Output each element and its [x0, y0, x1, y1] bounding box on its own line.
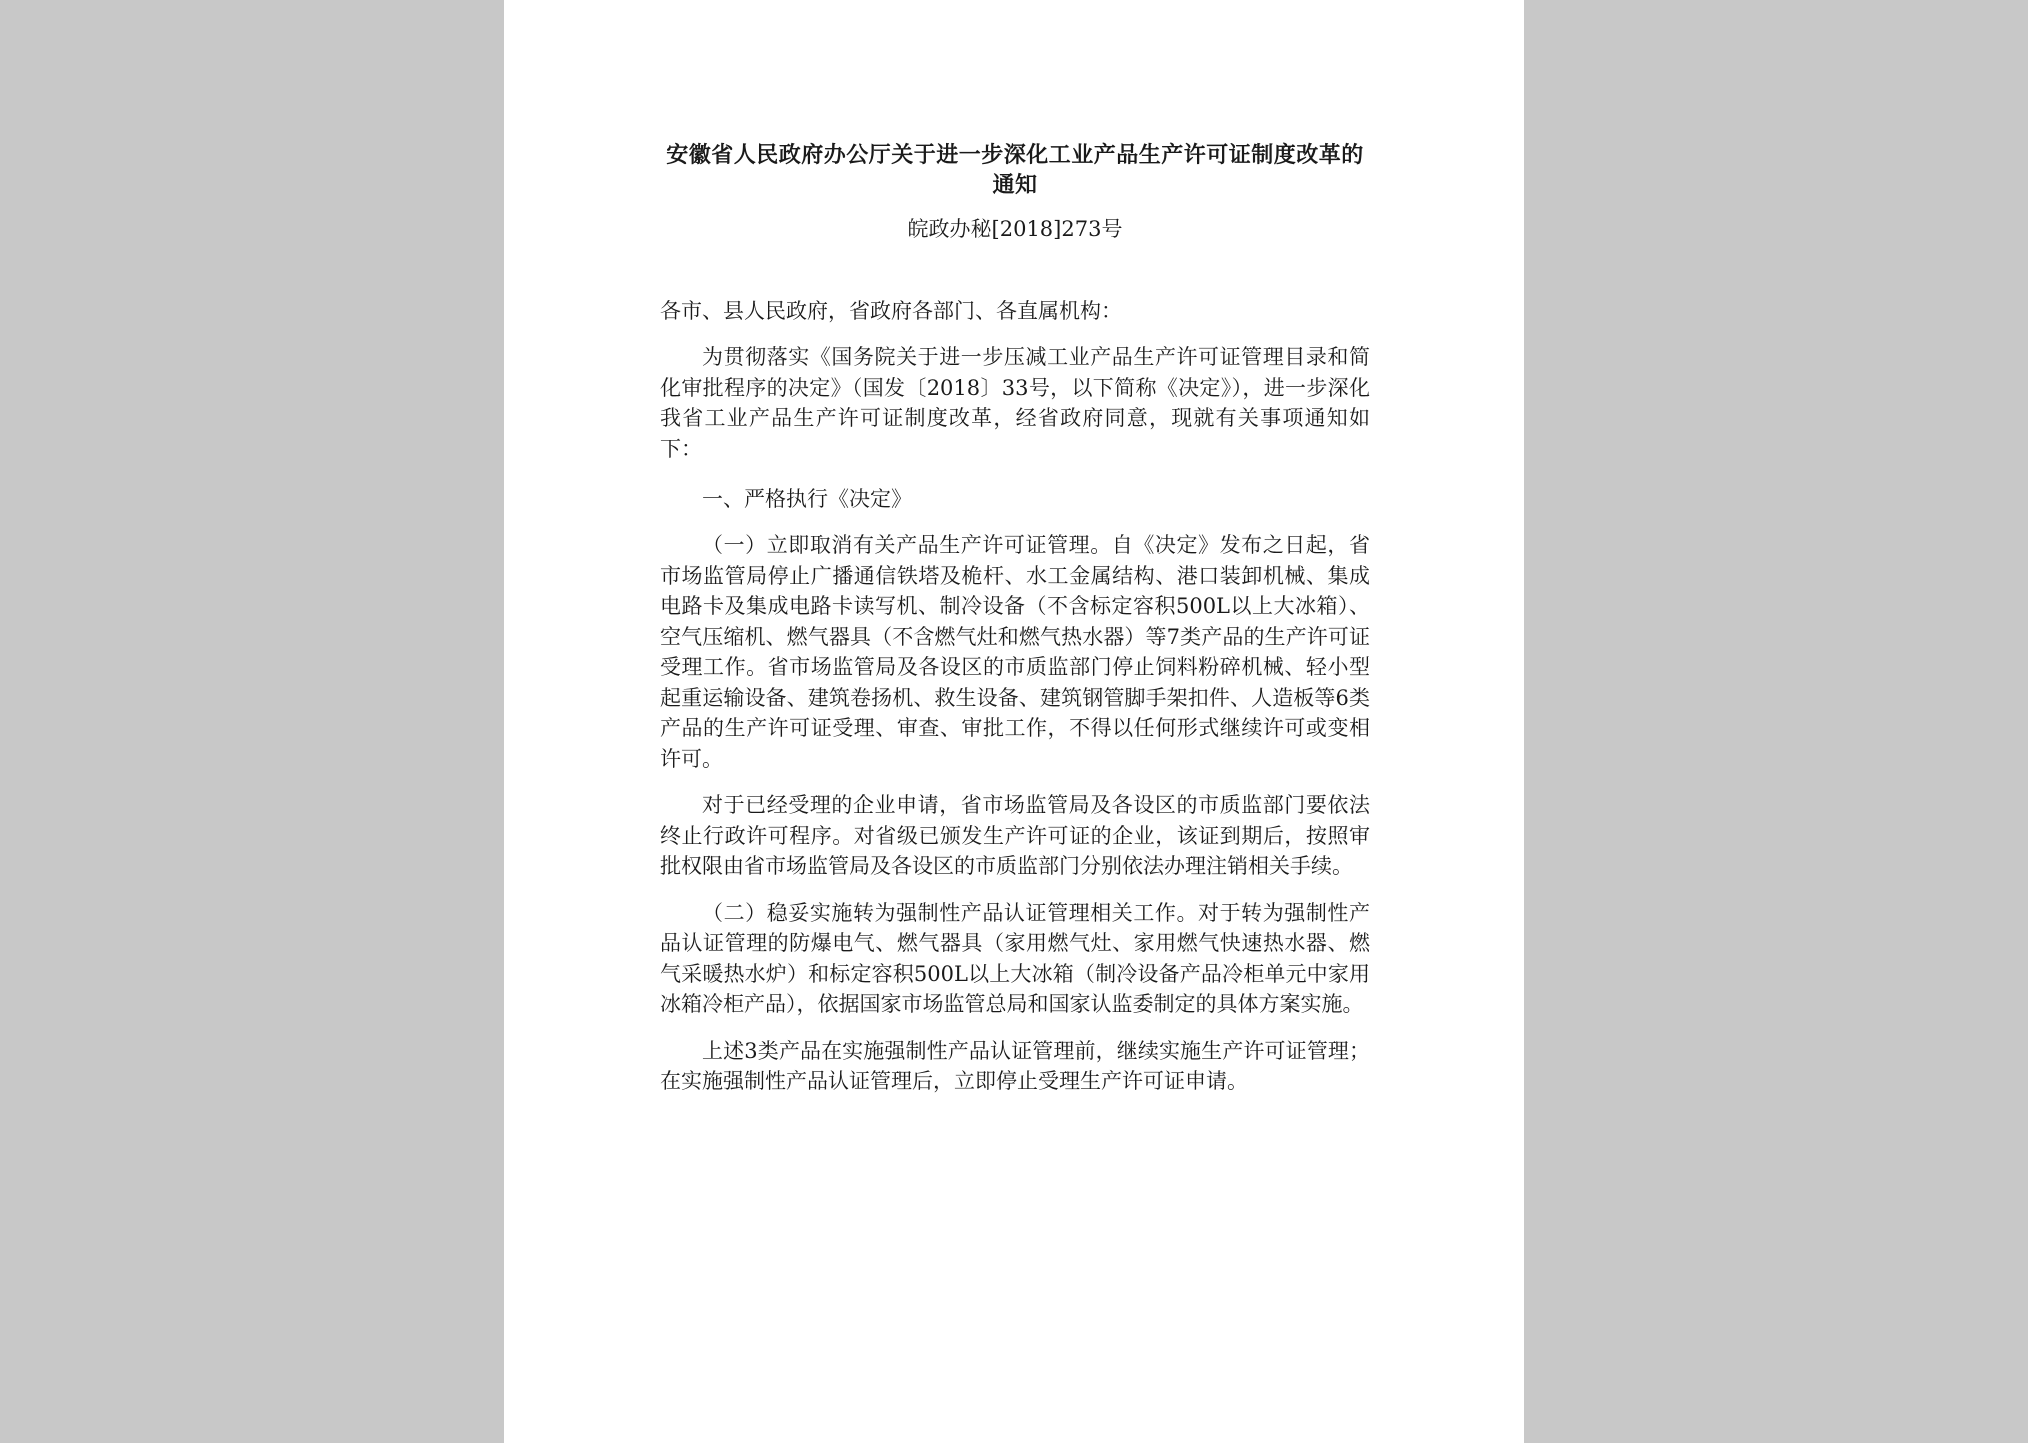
paragraph-4: 上述3类产品在实施强制性产品认证管理前，继续实施生产许可证管理；在实施强制性产品认证管理后，立即停止受理生产许可证申请。	[660, 1038, 1370, 1093]
document-number: 皖政办秘[2018]273号	[907, 217, 1123, 241]
page-content	[660, 140, 1370, 1097]
salutation: 各市、县人民政府，省政府各部门、各直属机构：	[660, 299, 1122, 323]
paragraph-1: （一）立即取消有关产品生产许可证管理。自《决定》发布之日起，省市场监管局停止广播通信铁塔及桅杆、水工金属结构、港口装卸机械、集成电路卡及集成电路卡读写机、制冷设备（不含标定容积500L以上大冰箱）、空气压缩机、燃气器具（不含燃气灶和燃气热水器）等7类产品的生产许可证受理工作。省市场监管局及各设区的市质监部门停止饲料粉碎机械、轻小型起重运输设备、建筑卷扬机、救生设备、建筑钢管脚手架扣件、人造板等6类产品的生产许可证受理、审查、审批工作，不得以任何形式继续许可或变相许可。	[660, 533, 1370, 771]
paragraph-2: 对于已经受理的企业申请，省市场监管局及各设区的市质监部门要依法终止行政许可程序。对省级已颁发生产许可证的企业，该证到期后，按照审批权限由省市场监管局及各设区的市质监部门分别依法办理注销相关手续。	[660, 793, 1370, 878]
document-page	[504, 0, 1524, 1443]
paragraph-3: （二）稳妥实施转为强制性产品认证管理相关工作。对于转为强制性产品认证管理的防爆电气、燃气器具（家用燃气灶、家用燃气快速热水器、燃气采暖热水炉）和标定容积500L以上大冰箱（制冷设备产品冷柜单元中家用冰箱冷柜产品），依据国家市场监管总局和国家认监委制定的具体方案实施。	[660, 900, 1370, 1016]
section-heading: 一、严格执行《决定》	[702, 487, 912, 511]
document-title: 安徽省人民政府办公厅关于进一步深化工业产品生产许可证制度改革的通知	[666, 142, 1364, 198]
intro-paragraph: 为贯彻落实《国务院关于进一步压减工业产品生产许可证管理目录和简化审批程序的决定》（国发〔2018〕33号，以下简称《决定》），进一步深化我省工业产品生产许可证制度改革，经省政府同意，现就有关事项通知如下：	[660, 345, 1370, 461]
